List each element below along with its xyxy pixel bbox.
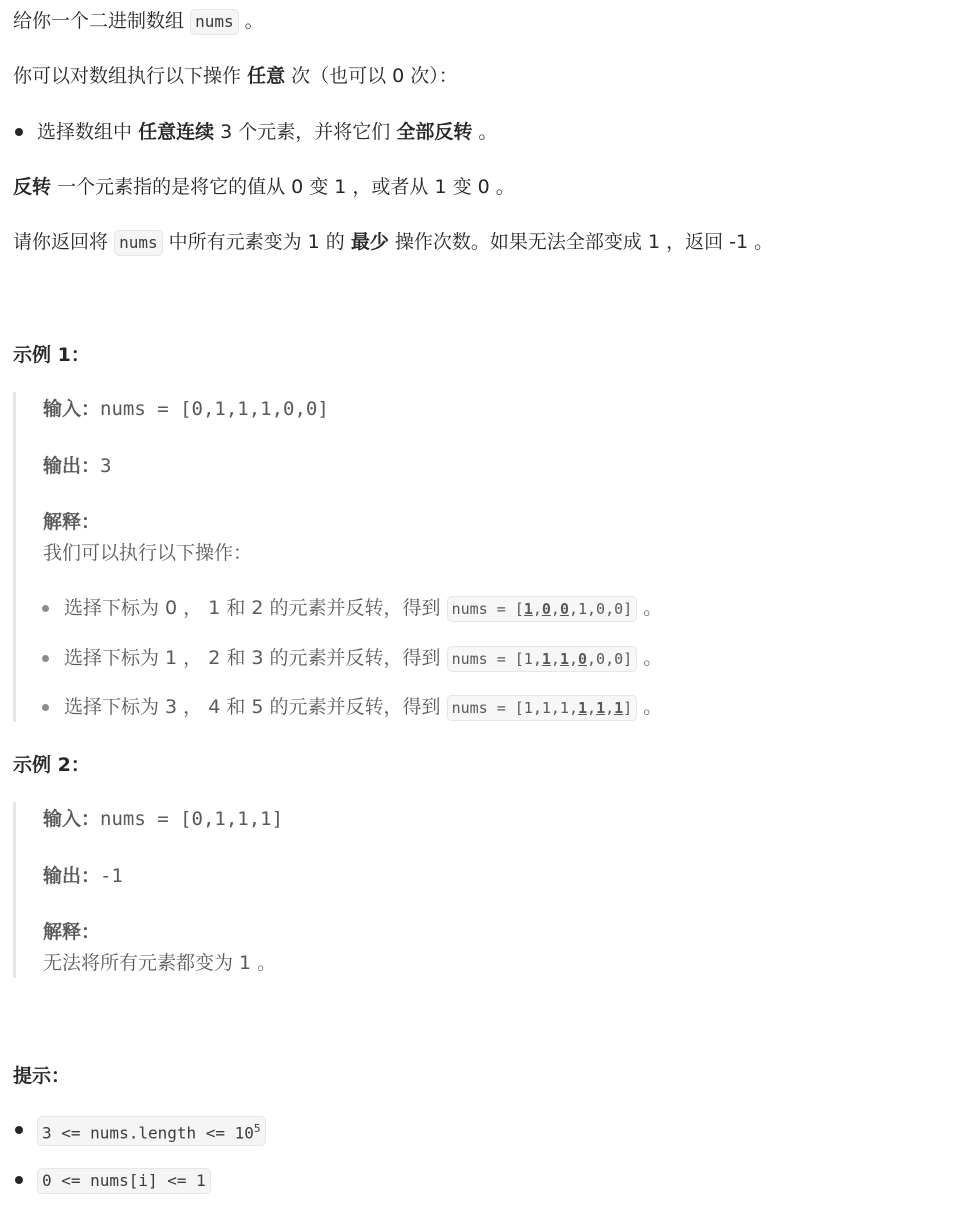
bullet-text: 选择数组中 (37, 121, 133, 143)
input-value: nums = [0,1,1,1] (100, 808, 284, 830)
bullet-text: 。 (478, 121, 498, 143)
intro-text: 操作次数。如果无法全部变成 1 ，返回 -1 。 (394, 231, 774, 253)
example-2-explain-text: 无法将所有元素都变为 1 。 (43, 952, 277, 974)
explain-label: 解释： (43, 921, 101, 943)
step-text: 选择下标为 3 ， 4 和 5 的元素并反转，得到 (64, 696, 441, 718)
input-label: 输入： (43, 398, 101, 420)
hints-title: 提示： (13, 1065, 71, 1087)
step-text: 选择下标为 0 ， 1 和 2 的元素并反转，得到 (64, 597, 441, 619)
step-text: 。 (643, 647, 663, 669)
output-label: 输出： (43, 455, 101, 477)
step-code: nums = [1,1,1,0,0,0] (447, 646, 638, 672)
hint-2 (37, 1166, 211, 1194)
example-1-output (43, 453, 111, 479)
intro-text: 次（也可以 0 次）： (291, 65, 458, 87)
step-bullet-dot (42, 655, 49, 662)
step-text: 。 (643, 597, 663, 619)
example-2-explain-label (43, 919, 100, 945)
example-2-output (43, 863, 123, 889)
output-value: -1 (100, 865, 123, 887)
example-1-title: 示例 1： (13, 344, 90, 366)
example-1-step-2 (64, 644, 662, 672)
bold-text: 最少 (350, 231, 389, 253)
bold-text: 任意 (247, 65, 286, 87)
explain-label: 解释： (43, 511, 101, 533)
example-1-step-1 (64, 594, 662, 622)
hint-code: 3 <= nums.length <= $10^5$ (37, 1116, 266, 1146)
input-label: 输入： (43, 808, 101, 830)
intro-line-2 (13, 62, 458, 90)
hint-1 (37, 1116, 266, 1146)
example-1-explain-text: 我们可以执行以下操作： (43, 542, 253, 564)
example-1-step-3 (64, 693, 662, 721)
step-bullet-dot (42, 605, 49, 612)
input-value: nums = [0,1,1,1,0,0] (100, 398, 329, 420)
nums-code: nums (114, 230, 163, 256)
intro-line-4 (13, 173, 515, 201)
bold-text: 全部反转 (396, 121, 473, 143)
nums-code: nums (190, 9, 239, 35)
step-text: 。 (643, 696, 663, 718)
step-text: 选择下标为 1 ， 2 和 3 的元素并反转，得到 (64, 647, 441, 669)
example-2-input (43, 806, 283, 832)
intro-text: 一个元素指的是将它的值从 0 变 1 ，或者从 1 变 0 。 (57, 176, 515, 198)
example-2-title: 示例 2： (13, 754, 90, 776)
output-label: 输出： (43, 865, 101, 887)
example-1-input (43, 396, 329, 422)
bullet-text: 3 个元素，并将它们 (220, 121, 391, 143)
bold-text: 任意连续 (138, 121, 215, 143)
intro-line-5 (13, 228, 773, 256)
intro-line-1 (13, 7, 264, 35)
intro-text: 中所有元素变为 1 的 (168, 231, 345, 253)
bullet-dot (15, 128, 23, 136)
operation-bullet (37, 118, 497, 146)
intro-text: 给你一个二进制数组 (13, 10, 185, 32)
example-2-block (13, 802, 284, 978)
intro-text: 你可以对数组执行以下操作 (13, 65, 242, 87)
bullet-dot (15, 1176, 23, 1184)
intro-text: 请你返回将 (13, 231, 109, 253)
bold-text: 反转 (13, 176, 52, 198)
bullet-dot (15, 1126, 23, 1134)
intro-text: 。 (244, 10, 264, 32)
example-1-explain-label (43, 509, 100, 535)
step-code: nums = [1,1,1,1,1,1] (447, 695, 638, 721)
output-value: 3 (100, 455, 112, 477)
step-bullet-dot (42, 704, 49, 711)
hint-code: 0 <= nums[i] <= 1 (37, 1168, 211, 1194)
step-code: nums = [1,0,0,1,0,0] (447, 596, 638, 622)
